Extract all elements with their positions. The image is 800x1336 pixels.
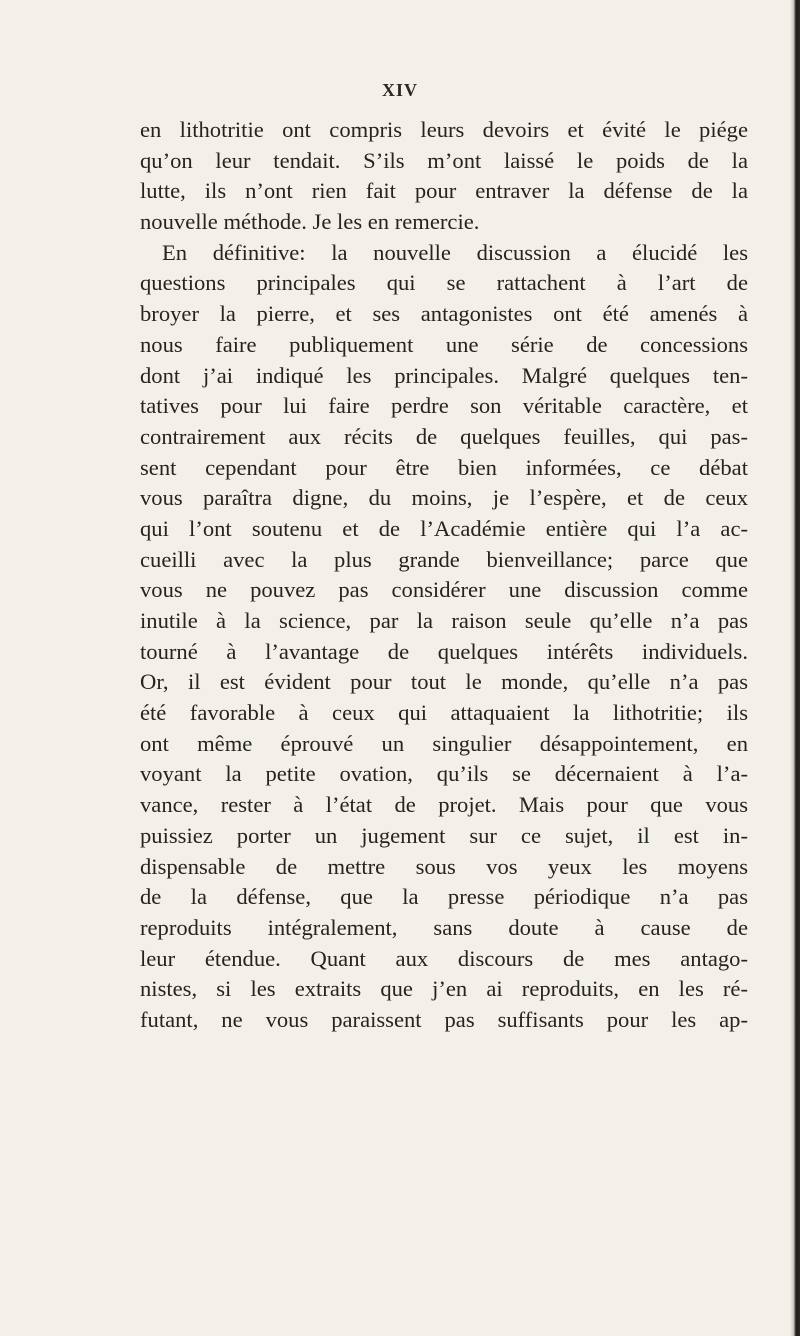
text-line: en lithotritie ont compris leurs devoirs et évité le piége <box>140 117 748 142</box>
text-line: sent cependant pour être bien informées, ce débat <box>140 454 748 480</box>
text-line: été favorable à ceux qui attaquaient la lithotritie; ils <box>140 700 748 726</box>
page-edge-shadow <box>790 0 800 1336</box>
text-line: voyant la petite ovation, qu’ils se décernaient à l’a- <box>140 761 748 787</box>
text-line: nistes, si les extraits que j’en ai reproduits, en les ré- <box>140 976 748 1002</box>
text-line: cueilli avec la plus grande bienveillance; parce que <box>140 546 748 572</box>
text-line: dispensable de mettre sous vos yeux les moyens <box>140 853 748 879</box>
text-line: vous paraîtra digne, du moins, je l’espère, et de ceux <box>140 485 748 511</box>
text-line: inutile à la science, par la raison seule qu’elle n’a pas <box>140 608 748 633</box>
text-line: qui l’ont soutenu et de l’Académie entière qui l’a ac- <box>140 515 748 541</box>
text-line: puissiez porter un jugement sur ce sujet, il est in- <box>140 822 748 848</box>
text-line: vous ne pouvez pas considérer une discussion comme <box>140 577 748 603</box>
text-line: leur étendue. Quant aux discours de mes antago- <box>140 945 748 971</box>
text-line: tourné à l’avantage de quelques intérêts individuels. <box>140 638 748 664</box>
text-line: En définitive: la nouvelle discussion a élucidé les <box>162 239 748 265</box>
text-line: questions principales qui se rattachent à l’art de <box>140 270 748 296</box>
text-line: contrairement aux récits de quelques feuilles, qui pas- <box>140 423 748 449</box>
text-line: Or, il est évident pour tout le monde, qu’elle n’a pas <box>140 669 748 695</box>
text-line: de la défense, que la presse périodique n’a pas <box>140 884 748 910</box>
text-line: qu’on leur tendait. S’ils m’ont laissé le poids de la <box>140 147 748 173</box>
body-text <box>140 115 748 1036</box>
text-line: dont j’ai indiqué les principales. Malgré quelques ten- <box>140 362 748 388</box>
text-line: nous faire publiquement une série de concessions <box>140 331 748 357</box>
text-line: reproduits intégralement, sans doute à cause de <box>140 914 748 940</box>
page-number: XIV <box>381 80 418 100</box>
text-line: vance, rester à l’état de projet. Mais pour que vous <box>140 792 748 818</box>
text-line: broyer la pierre, et ses antagonistes ont été amenés à <box>140 301 748 327</box>
text-line: futant, ne vous paraissent pas suffisants pour les ap- <box>140 1006 748 1032</box>
text-line: lutte, ils n’ont rien fait pour entraver la défense de la <box>140 178 748 204</box>
text-line: ont même éprouvé un singulier désappointement, en <box>140 730 748 756</box>
text-line: tatives pour lui faire perdre son véritable caractère, et <box>140 393 748 419</box>
text-line: nouvelle méthode. Je les en remercie. <box>140 209 480 235</box>
